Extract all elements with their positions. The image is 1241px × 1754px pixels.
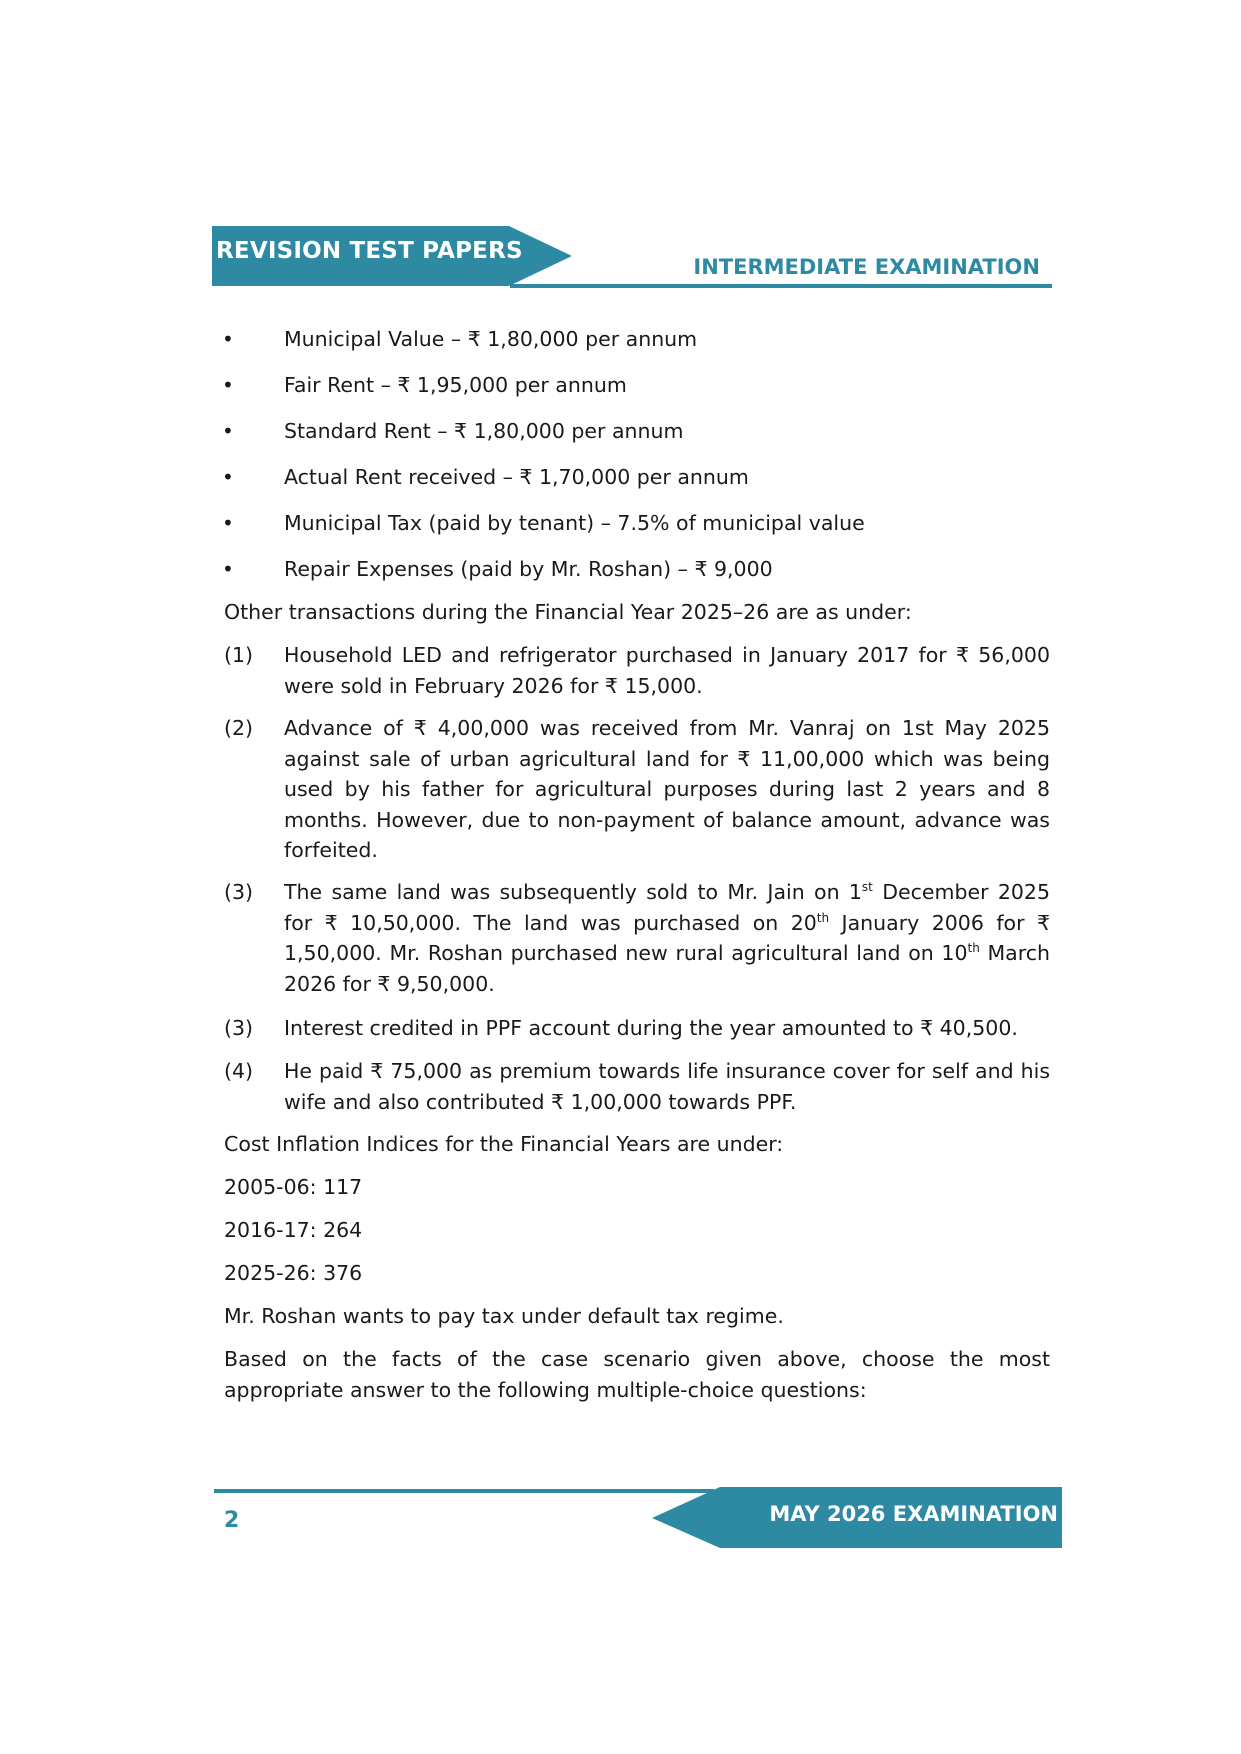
bullet-icon: • xyxy=(222,511,234,535)
footer-rule xyxy=(214,1489,714,1493)
item-text: The same land was subsequently sold to Mr. Jain on 1st December 2025 for ₹ 10,50,000. The land was purchased on 20th January 2006 for ₹ 1,50,000. Mr. Roshan purchased new rural agricultural land on 10th March 2026 for ₹ 9,50,000. xyxy=(284,880,1050,996)
item-number: (2) xyxy=(224,716,254,740)
item-text: He paid ₹ 75,000 as premium towards life insurance cover for self and his wife and also contributed ₹ 1,00,000 towards PPF. xyxy=(284,1059,1050,1114)
page-number: 2 xyxy=(224,1508,240,1533)
cii-entry: 2025-26: 376 xyxy=(224,1261,363,1285)
bullet-icon: • xyxy=(222,419,234,443)
cii-heading: Cost Inflation Indices for the Financial Years are under: xyxy=(224,1132,784,1156)
bullet-item: Standard Rent – ₹ 1,80,000 per annum xyxy=(284,419,684,443)
item-number: (3) xyxy=(224,1016,254,1040)
header-title: REVISION TEST PAPERS xyxy=(216,238,523,264)
bullet-item: Repair Expenses (paid by Mr. Roshan) – ₹ 9,000 xyxy=(284,557,773,581)
cii-entry: 2005-06: 117 xyxy=(224,1175,363,1199)
bullet-item: Actual Rent received – ₹ 1,70,000 per annum xyxy=(284,465,749,489)
footer-exam-name: MAY 2026 EXAMINATION xyxy=(769,1502,1058,1526)
bullet-icon: • xyxy=(222,373,234,397)
item-number: (3) xyxy=(224,880,254,904)
item-number: (1) xyxy=(224,643,254,667)
regime-paragraph: Mr. Roshan wants to pay tax under default tax regime. xyxy=(224,1304,784,1328)
header-rule xyxy=(510,284,1052,288)
bullet-item: Municipal Tax (paid by tenant) – 7.5% of municipal value xyxy=(284,511,865,535)
item-number: (4) xyxy=(224,1059,254,1083)
bullet-icon: • xyxy=(222,557,234,581)
bullet-item: Municipal Value – ₹ 1,80,000 per annum xyxy=(284,327,698,351)
closing-paragraph: Based on the facts of the case scenario given above, choose the most appropriate answer to the following multiple-choice questions: xyxy=(224,1347,1050,1402)
bullet-icon: • xyxy=(222,327,234,351)
item-text: Interest credited in PPF account during the year amounted to ₹ 40,500. xyxy=(284,1016,1018,1040)
bullet-icon: • xyxy=(222,465,234,489)
intro-paragraph: Other transactions during the Financial Year 2025–26 are as under: xyxy=(224,600,912,624)
item-text: Advance of ₹ 4,00,000 was received from Mr. Vanraj on 1st May 2025 against sale of urban agricultural land for ₹ 11,00,000 which was being used by his father for agricultural purposes during last 2 years and 8 months. However, due to non-payment of balance amount, advance was forfeited. xyxy=(284,716,1050,862)
header-exam-name: INTERMEDIATE EXAMINATION xyxy=(693,255,1040,279)
bullet-item: Fair Rent – ₹ 1,95,000 per annum xyxy=(284,373,627,397)
item-text: Household LED and refrigerator purchased in January 2017 for ₹ 56,000 were sold in February 2026 for ₹ 15,000. xyxy=(284,643,1050,698)
cii-entry: 2016-17: 264 xyxy=(224,1218,363,1242)
